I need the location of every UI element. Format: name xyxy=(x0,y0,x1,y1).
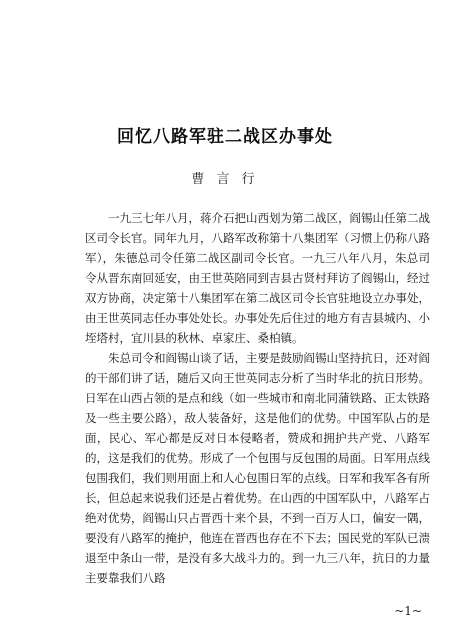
paragraph-2: 朱总司令和阎锡山谈了话，主要是鼓励阎锡山坚持抗日，还对阎的干部们讲了话，随后又向王世英同志分析了当时华北的抗日形势。日军在山西占领的是点和线（如一些城市和南北同蒲铁路、正太铁路及一些主要公路），敌人装备好，这是他们的优势。中国军队占的是面，民心、军心都是反对日本侵略者，赞成和拥护共产党、八路军的，这是我们的优势。形成了一个包围与反包围的局面。日军用点线包围我们，我们则用面上和人心包围日军的点线。日军和我军各有所长，但总起来说我们还是占着优势。在山西的中国军队中，八路军占绝对优势，阎锡山只占晋西十来个县，不到一百万人口，偏安一隅，要没有八路军的掩护，他连在晋西也存在不下去；国民党的军队已溃退至中条山一带，是没有多大战斗力的。到一九三八年，抗日的力量主要靠我们八路 xyxy=(85,351,430,585)
author-name: 曹 言 行 xyxy=(191,172,259,187)
page-number: ~1~ xyxy=(394,604,422,618)
paragraph-1: 一九三七年八月，蒋介石把山西划为第二战区，阎锡山任第二战区司令长官。同年九月，八路军改称第十八集团军（习惯上仍称八路军），朱德总司令任第二战区副司令长官。一九三八年八月，朱总司令从晋东南回延安，由王世英陪同到吉县古贤村拜访了阎锡山，经过双方协商，决定第十八集团军在第二战区司令长官驻地设立办事处，由王世英同志任办事处处长。办事处先后住过的地方有吉县城内、小垤塔村，宜川县的秋林、卓家庄、桑柏镇。 xyxy=(85,211,430,345)
page-title: 回忆八路军驻二战区办事处 xyxy=(117,127,333,147)
article-body xyxy=(85,208,430,588)
